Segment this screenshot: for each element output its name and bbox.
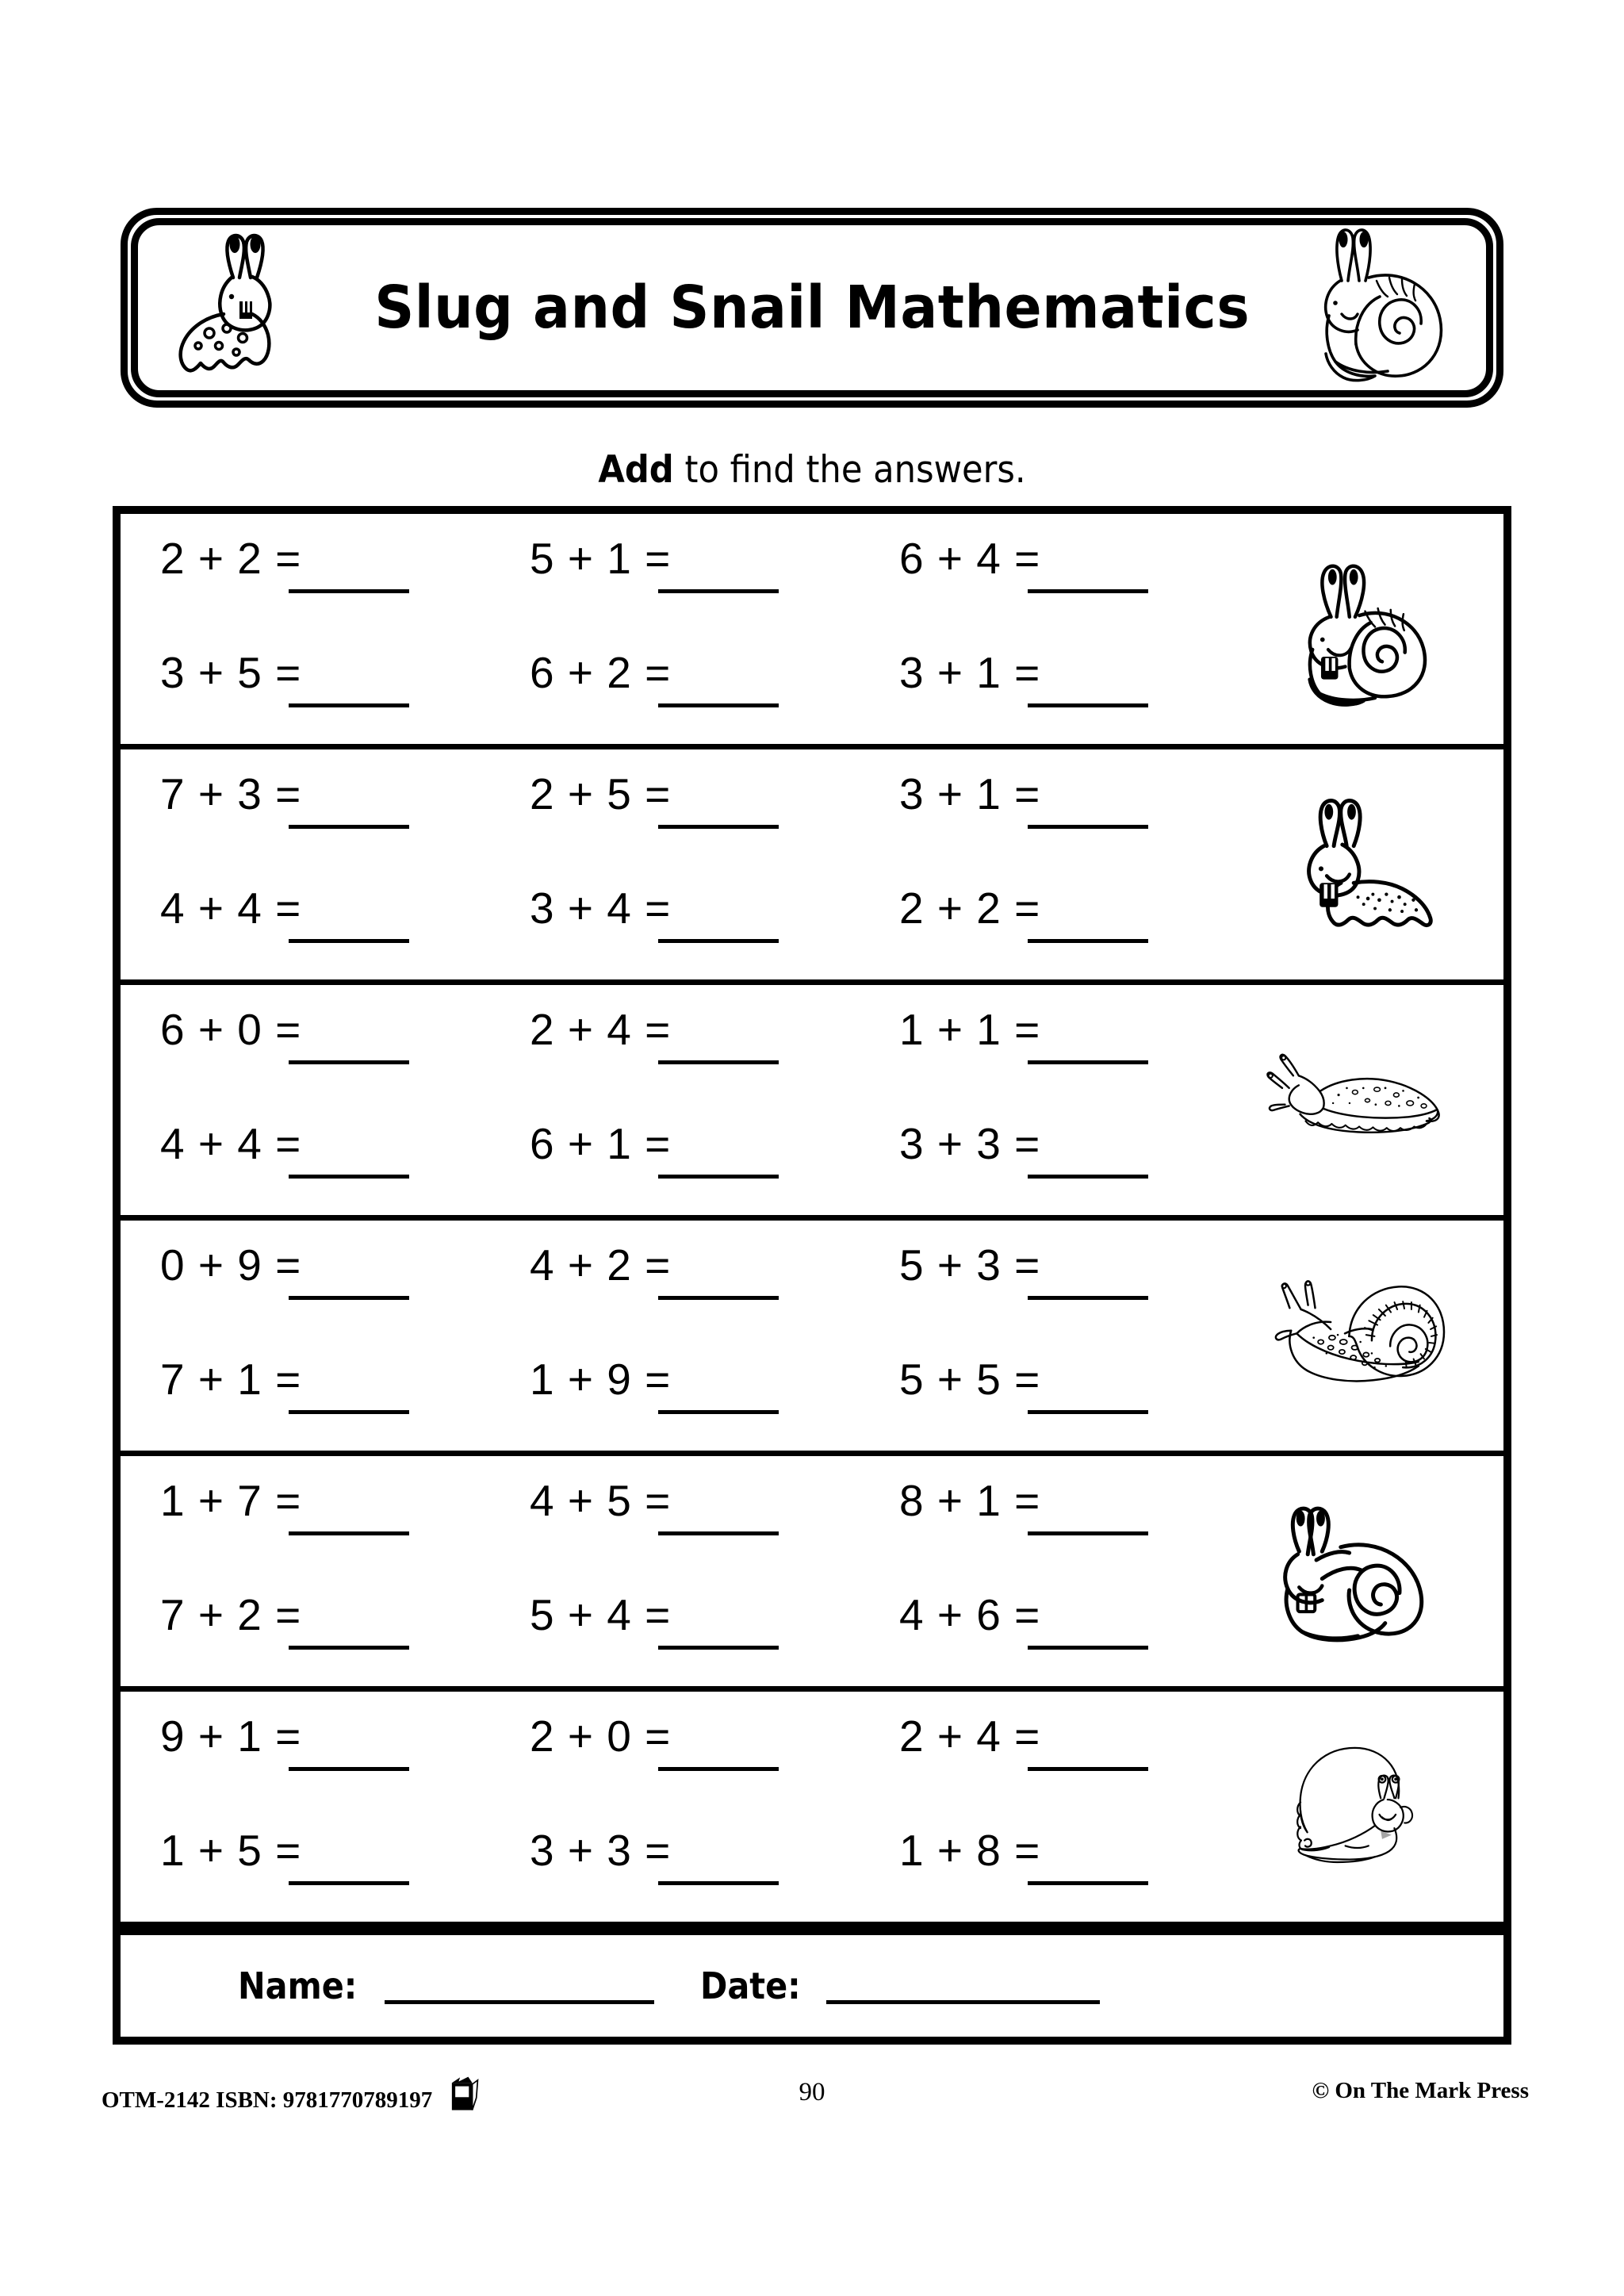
problem-grid (121, 514, 1231, 744)
answer-blank[interactable] (289, 589, 409, 593)
date-label: Date: (700, 1964, 801, 2007)
problem-expression: 5 + 3 = (899, 1240, 1041, 1290)
problem-expression: 1 + 9 = (530, 1355, 672, 1404)
slug-spotted-icon (1226, 749, 1503, 979)
page-number: 90 (799, 2078, 825, 2106)
instruction-rest: to find the answers. (673, 448, 1026, 492)
problem-expression: 5 + 1 = (530, 534, 672, 583)
answer-blank[interactable] (1028, 939, 1148, 943)
table-row (121, 1456, 1503, 1692)
answer-blank[interactable] (658, 589, 779, 593)
name-input-line[interactable] (385, 2000, 654, 2004)
answer-blank[interactable] (1028, 1646, 1148, 1650)
answer-blank[interactable] (289, 1881, 409, 1885)
table-row (121, 749, 1503, 985)
answer-blank[interactable] (658, 1060, 779, 1064)
problem-expression: 8 + 1 = (899, 1476, 1041, 1525)
answer-blank[interactable] (658, 1296, 779, 1300)
answer-blank[interactable] (658, 1646, 779, 1650)
answer-blank[interactable] (1028, 1881, 1148, 1885)
problem-expression: 6 + 0 = (160, 1005, 302, 1054)
answer-blank[interactable] (1028, 825, 1148, 829)
problem-expression: 2 + 0 = (530, 1711, 672, 1761)
instruction-line (65, 448, 1559, 492)
problem-expression: 4 + 4 = (160, 884, 302, 933)
snail-cartoon-left-icon (1226, 1456, 1503, 1686)
problem-expression: 9 + 1 = (160, 1711, 302, 1761)
answer-blank[interactable] (289, 939, 409, 943)
answer-blank[interactable] (1028, 1410, 1148, 1414)
answer-blank[interactable] (658, 703, 779, 707)
problem-expression: 4 + 5 = (530, 1476, 672, 1525)
footer-code-isbn: OTM-2142 ISBN: 9781770789197 (102, 2087, 433, 2113)
answer-blank[interactable] (1028, 703, 1148, 707)
answer-blank[interactable] (289, 1531, 409, 1535)
problem-grid (121, 1221, 1231, 1451)
problem-expression: 7 + 2 = (160, 1590, 302, 1639)
answer-blank[interactable] (658, 825, 779, 829)
problem-grid (121, 1692, 1231, 1922)
problem-expression: 1 + 8 = (899, 1826, 1041, 1875)
problem-expression: 1 + 7 = (160, 1476, 302, 1525)
problem-expression: 6 + 2 = (530, 648, 672, 697)
answer-blank[interactable] (289, 1175, 409, 1179)
answer-blank[interactable] (1028, 1175, 1148, 1179)
answer-blank[interactable] (1028, 1531, 1148, 1535)
problem-expression: 0 + 9 = (160, 1240, 302, 1290)
problem-expression: 1 + 1 = (899, 1005, 1041, 1054)
title-banner (121, 208, 1503, 408)
problem-expression: 4 + 2 = (530, 1240, 672, 1290)
problem-expression: 3 + 1 = (899, 648, 1041, 697)
problem-expression: 3 + 3 = (899, 1119, 1041, 1168)
answer-blank[interactable] (1028, 1296, 1148, 1300)
answer-blank[interactable] (658, 1531, 779, 1535)
problem-expression: 7 + 3 = (160, 769, 302, 818)
problem-grid (121, 985, 1231, 1215)
answer-blank[interactable] (658, 1410, 779, 1414)
problem-expression: 1 + 5 = (160, 1826, 302, 1875)
problem-expression: 5 + 5 = (899, 1355, 1041, 1404)
table-row (121, 1221, 1503, 1456)
answer-blank[interactable] (658, 1175, 779, 1179)
answer-blank[interactable] (658, 939, 779, 943)
answer-blank[interactable] (289, 1410, 409, 1414)
problem-expression: 3 + 5 = (160, 648, 302, 697)
problem-expression: 6 + 4 = (899, 534, 1041, 583)
banner-title-container (121, 208, 1503, 408)
problems-table (113, 506, 1511, 2045)
copyright-notice: © On The Mark Press (1312, 2078, 1529, 2103)
answer-blank[interactable] (289, 1296, 409, 1300)
problem-expression: 6 + 1 = (530, 1119, 672, 1168)
problem-expression: 2 + 5 = (530, 769, 672, 818)
name-label: Name: (238, 1964, 358, 2007)
name-date-row (121, 1927, 1503, 2037)
problem-expression: 2 + 4 = (899, 1711, 1041, 1761)
answer-blank[interactable] (289, 1060, 409, 1064)
table-row (121, 985, 1503, 1221)
answer-blank[interactable] (289, 1646, 409, 1650)
problem-expression: 3 + 1 = (899, 769, 1041, 818)
answer-blank[interactable] (658, 1881, 779, 1885)
page-footer (0, 2078, 1624, 2125)
problem-expression: 2 + 2 = (899, 884, 1041, 933)
answer-blank[interactable] (289, 825, 409, 829)
problem-grid (121, 1456, 1231, 1686)
answer-blank[interactable] (289, 1767, 409, 1771)
problem-expression: 2 + 4 = (530, 1005, 672, 1054)
answer-blank[interactable] (1028, 589, 1148, 593)
problem-expression: 2 + 2 = (160, 534, 302, 583)
instruction-verb: Add (598, 448, 674, 492)
date-input-line[interactable] (826, 2000, 1100, 2004)
snail-round-shell-right-icon (1226, 1692, 1503, 1922)
page-title: Slug and Snail Mathematics (374, 274, 1250, 342)
snail-garden-detailed-icon (1226, 1221, 1503, 1451)
answer-blank[interactable] (1028, 1060, 1148, 1064)
answer-blank[interactable] (1028, 1767, 1148, 1771)
problem-expression: 7 + 1 = (160, 1355, 302, 1404)
problem-expression: 3 + 3 = (530, 1826, 672, 1875)
problem-expression: 5 + 4 = (530, 1590, 672, 1639)
snail-smiling-spiral-icon (1226, 514, 1503, 744)
table-row (121, 1692, 1503, 1927)
problem-expression: 4 + 4 = (160, 1119, 302, 1168)
table-row (121, 514, 1503, 749)
problem-expression: 3 + 4 = (530, 884, 672, 933)
problem-grid (121, 749, 1231, 979)
answer-blank[interactable] (658, 1767, 779, 1771)
name-date-fields (121, 1935, 1503, 2037)
problem-expression: 4 + 6 = (899, 1590, 1041, 1639)
answer-blank[interactable] (289, 703, 409, 707)
slug-side-view-icon (1226, 985, 1503, 1215)
